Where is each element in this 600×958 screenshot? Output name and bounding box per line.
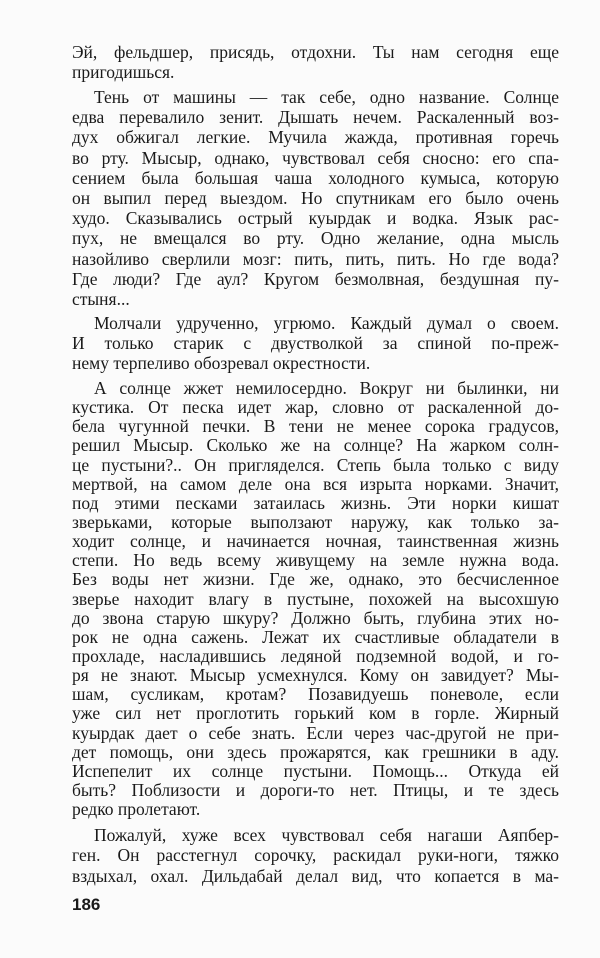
text-line: ген. Он расстегнул сорочку, раскидал руки-ноги, тяжко	[72, 845, 559, 866]
text-line: ря не знают. Мысыр усмехнулся. Кому он завидует? Мы-	[72, 665, 559, 686]
text-line: во рту. Мысыр, однако, чувствовал себя сносно: его спа-	[72, 147, 559, 168]
text-line: зверьками, которые выползают наружу, как только за-	[72, 511, 559, 532]
text-line: дух обжигал легкие. Мучила жажда, противная горечь	[72, 127, 559, 148]
text-line: прохладе, насладившись ледяной подземной водой, и го-	[72, 645, 559, 666]
paragraph	[72, 42, 559, 82]
text-line: кустика. От песка идет жар, словно от раскаленной до-	[72, 397, 559, 418]
text-line: Пожалуй, хуже всех чувствовал себя нагаши Аяпбер-	[94, 825, 559, 845]
text-line: А солнце жжет немилосердно. Вокруг ни былинки, ни	[94, 378, 559, 398]
text-line: уже сил нет проглотить горький ком в горле. Жирный	[72, 703, 559, 724]
text-line: сением была большая чаша холодного кумыса, которую	[72, 167, 559, 188]
paragraph	[72, 825, 559, 886]
text-line: бела чугунной печки. В тени не менее сорока градусов,	[72, 416, 559, 437]
text-line: едва перевалило зенит. Дышать нечем. Раскаленный воз-	[72, 107, 559, 128]
text-line: шам, сусликам, кротам? Позавидуешь поневоле, если	[72, 684, 559, 705]
text-line: Где люди? Где аул? Кругом безмолвная, бездушная пу-	[72, 268, 559, 289]
text-line: он выпил перед выездом. Но спутникам его было очень	[72, 187, 559, 208]
text-line: ходит солнце, и начинается ночная, таинственная жизнь	[72, 531, 559, 552]
text-line: дет помощь, они здесь прожарятся, как грешники в аду.	[72, 741, 559, 762]
text-line: нему терпеливо обозревал окрестности.	[72, 353, 371, 374]
text-line: Молчали удрученно, угрюмо. Каждый думал о своем.	[94, 313, 559, 333]
text-line: назойливо сверлили мозг: пить, пить, пить. Но где вода?	[72, 248, 559, 269]
text-line: быть? Поблизости и дороги-то нет. Птицы, и те здесь	[72, 779, 559, 800]
text-line: рок не одна сажень. Лежат их счастливые обладатели в	[72, 626, 559, 647]
text-line: зверье находит влагу в пустыне, похожей на высохшую	[72, 588, 559, 609]
text-line: це пустыни?.. Он пригляделся. Степь была только с виду	[72, 454, 559, 475]
page-number: 186	[72, 895, 101, 914]
text-line: решил Мысыр. Сколько же на солнце? На жарком солн-	[72, 435, 559, 456]
text-line: Эй, фельдшер, присядь, отдохни. Ты нам сегодня еще	[72, 42, 559, 62]
text-line: мертвой, на самом деле она вся изрыта норками. Значит,	[72, 473, 559, 494]
text-line: пух, не вмещался во рту. Одно желание, одна мысль	[72, 228, 559, 249]
text-line: куырдак дает о себе знать. Если через час-другой не при-	[72, 722, 559, 743]
text-line: Испепелит их солнце пустыни. Помощь... Откуда ей	[72, 760, 559, 781]
text-line: пригодишься.	[72, 62, 175, 82]
text-line: худо. Сказывались острый куырдак и водка. Язык рас-	[72, 208, 559, 229]
text-line: степи. Но ведь всему живущему на земле нужна вода.	[72, 550, 559, 571]
text-line: редко пролетают.	[72, 799, 201, 820]
text-line: И только старик с двустволкой за спиной по-преж-	[72, 333, 559, 354]
text-line: Без воды нет жизни. Где же, однако, это бесчисленное	[72, 569, 559, 590]
paragraph	[72, 87, 559, 309]
paragraph	[72, 313, 559, 374]
text-line: под этими песками затаилась жизнь. Эти норки кишат	[72, 492, 559, 513]
text-line: Тень от машины — так себе, одно название. Солнце	[94, 87, 559, 107]
paragraph	[72, 379, 559, 819]
text-line: до звона старую шкуру? Должно быть, глубина этих но-	[72, 607, 559, 628]
text-line: вздыхал, охал. Дильдабай делал вид, что копается в ма-	[72, 865, 559, 886]
text-line: стыня...	[72, 288, 130, 309]
